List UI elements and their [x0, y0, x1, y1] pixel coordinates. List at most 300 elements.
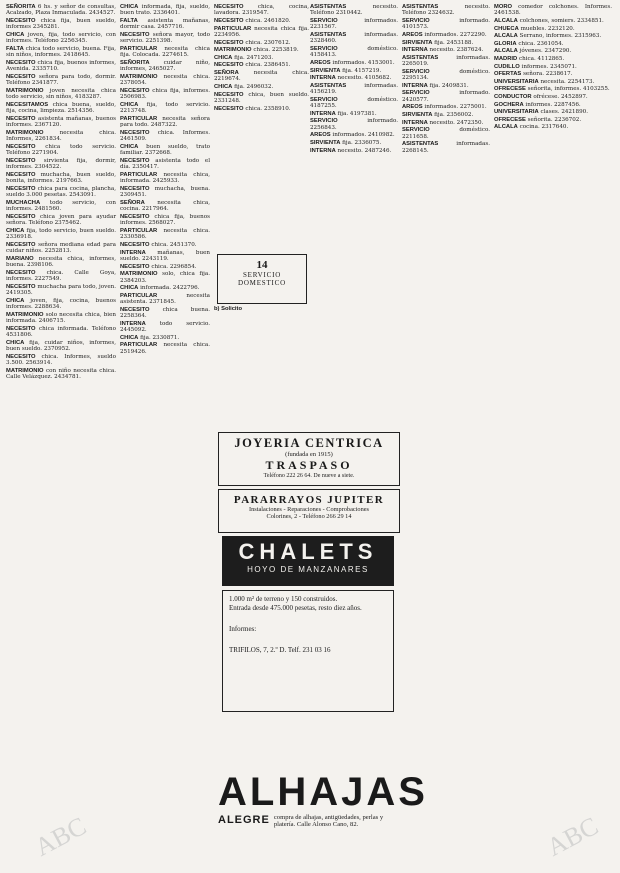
ad-chalets [218, 536, 398, 766]
classified-ad [494, 56, 612, 62]
classified-text: necesito. 2472350. [429, 119, 484, 126]
classified-ad [494, 41, 612, 47]
ad-joyeria-subtitle: (fundada en 1915) [285, 451, 333, 458]
ad-chalets-body [222, 590, 394, 712]
classified-text: chica para cocina, plancha, sueldo 3.000 pesetas. 2543091. [6, 186, 117, 199]
classified-text: chica fija, buenos informes. 2568027. [120, 214, 210, 227]
classified-ad [494, 94, 612, 100]
classified-text: fija. 2330871. [140, 334, 180, 341]
classified-ad [120, 307, 210, 320]
classified-ad [6, 256, 116, 269]
classified-text: muchacha, buena. 2309451. [120, 186, 210, 199]
classified-ad [214, 106, 309, 112]
classified-text: chica. Calle Goya, informes. 2227549. [6, 270, 116, 283]
classified-keyword: SEÑORA [120, 200, 145, 206]
classified-ad [6, 32, 116, 45]
classified-keyword: SEÑORA [214, 69, 239, 76]
classified-ad [6, 144, 116, 157]
classified-ad [120, 271, 210, 284]
classified-ad [402, 18, 490, 31]
classified-ad [402, 141, 490, 154]
classified-ad [120, 32, 210, 45]
classified-text: fija. 2336075. [342, 139, 382, 146]
classified-keyword: NECESITO [120, 214, 150, 220]
classified-ad [402, 40, 490, 46]
classified-text: necesita chica, cocina. 2217964. [120, 200, 210, 213]
section-heading-box [217, 254, 307, 304]
classified-ad [494, 79, 612, 85]
classified-keyword: AREOS [402, 104, 423, 111]
classified-text: 6 hs. y señor de consultas, Acalzado, Plaza Inmaculada. 2434527. [6, 4, 116, 17]
classified-keyword: NECESITO [214, 105, 244, 112]
classified-keyword: NECESITO [6, 116, 36, 122]
classified-text: necesita chica. 2519426. [120, 342, 210, 355]
classified-text: joven, fija, cocina, buenos informes. 2288634. [6, 298, 117, 311]
classified-text: informado. 4101573. [402, 18, 490, 31]
classified-keyword: NECESITO [120, 242, 150, 248]
classified-ad [310, 46, 398, 59]
classified-text: necesita chica fija. Colocada. 2274615. [120, 46, 210, 59]
ad-joyeria-footer: Teléfono 222 26 64. De nueve a siete. [263, 473, 355, 479]
classified-keyword: NECESITO [120, 263, 150, 270]
classified-text: solo, chica fija. 2384203. [120, 271, 210, 284]
classified-ad [494, 33, 612, 39]
classified-text: chica fija, buenos informes, Avenida. 2335710. [6, 60, 116, 73]
classified-text: necesito. Teléfono 2310442. [310, 4, 398, 17]
classified-keyword: SIRVIENTA [310, 67, 341, 74]
classified-keyword: SEÑORITA [120, 60, 150, 66]
classified-keyword: AREOS [310, 132, 331, 139]
classified-ad [120, 214, 210, 227]
classified-text: fija. 2496032. [234, 83, 274, 90]
classified-ad [6, 74, 116, 87]
classified-text: necesita chica, informes, buena. 2398106. [6, 256, 116, 269]
classified-text: chica. 2358910. [245, 105, 291, 112]
classified-ad [402, 55, 490, 68]
classified-keyword: SERVICIO [310, 118, 338, 125]
classified-text: necesita señora para todo. 2487322. [120, 116, 210, 129]
classified-text: doméstico. 4187255. [310, 96, 398, 110]
classified-keyword: GOCHERA [494, 101, 524, 108]
classified-text: doméstico. 4158413. [310, 46, 398, 59]
classified-text: necesita chica. Informes, 2261834. [6, 130, 116, 143]
classified-ad [310, 97, 398, 110]
classified-ad [120, 60, 210, 73]
classified-text: necesita asistenta. 2371845. [120, 292, 210, 306]
section-title-2: DOMESTICO [237, 279, 287, 287]
classified-ad [310, 4, 398, 17]
ad-alhajas-text: compra de alhajas, antigüedades, perlas y platería. Calle Alonso Cano, 82. [273, 814, 384, 829]
classified-ad [120, 130, 210, 143]
classified-text: todo servicio. 2445092. [120, 320, 210, 334]
classified-keyword: CHICA [6, 228, 25, 234]
classified-keyword: CONDUCTOR [494, 93, 532, 100]
classified-keyword: SERVICIO [402, 18, 430, 24]
classified-text: chica. 2307612. [245, 39, 291, 46]
classified-ad [402, 69, 490, 82]
classified-keyword: FALTA [6, 46, 24, 52]
classified-ad [310, 132, 398, 138]
classified-keyword: UNIVERSITARIA [494, 109, 539, 116]
classified-ad [120, 4, 210, 17]
ad-joyeria-title: JOYERIA CENTRICA [234, 436, 384, 450]
classified-keyword: NECESITO [214, 4, 244, 10]
classified-text: informado. 2420577. [402, 90, 490, 103]
classified-ad [310, 140, 398, 146]
classified-text: solo necesita chica, bien informada. 2406715. [6, 312, 116, 325]
classified-keyword: INTERNA [310, 75, 336, 82]
classified-ad [402, 112, 490, 118]
classified-ad [310, 60, 398, 66]
classified-text: necesita chica fija. 2234956. [214, 25, 309, 38]
classified-text: muebles. 2232120. [520, 25, 575, 32]
classified-keyword: MATRIMONIO [120, 271, 158, 278]
classified-text: informadas. 4156219. [310, 82, 398, 96]
classified-text: fija. 2409831. [429, 82, 469, 89]
classified-ad [120, 293, 210, 306]
classified-ad [214, 62, 309, 68]
classified-ad [402, 104, 490, 110]
classified-keyword: INTERNA [120, 249, 146, 256]
classified-keyword: CHUECA [494, 25, 519, 32]
classified-keyword: NECESITO [120, 88, 150, 94]
classified-keyword: MATRIMONIO [120, 74, 158, 80]
classifieds-column-3 [214, 4, 309, 250]
classified-ad [494, 86, 612, 92]
classified-keyword: INTERNA [402, 82, 428, 89]
classified-ad [6, 60, 116, 73]
classified-keyword: MATRIMONIO [6, 312, 44, 318]
classified-text: necesita chica. 2378054. [120, 74, 210, 87]
classified-ad [6, 158, 116, 171]
classified-text: chica buena. 2258364. [120, 306, 211, 320]
classified-keyword: UNIVERSITARIA [494, 78, 539, 85]
classified-ad [310, 18, 398, 31]
ad-chalets-line-1: 1.000 m² de terreno y 150 construidos. [229, 595, 338, 603]
classified-keyword: PARTICULAR [120, 116, 158, 122]
classified-keyword: MARIANO [6, 256, 34, 262]
classified-text: señorita, informes. 4103255. [527, 86, 610, 93]
classified-keyword: INTERNA [310, 147, 336, 154]
classifieds-column-2 [120, 4, 210, 870]
classified-keyword: ASISTENTAS [402, 141, 439, 148]
classified-keyword: NECESITO [6, 326, 36, 332]
classified-ad [214, 92, 309, 105]
classified-ad [120, 242, 210, 248]
classified-text: chica. 2461820. [245, 18, 291, 24]
classified-text: chica fija, buen sueldo, informes 2345281. [6, 18, 116, 31]
ad-chalets-line-3: Informes: [229, 625, 257, 633]
classified-keyword: MATRIMONIO [214, 47, 252, 54]
classified-text: clases. 2421890. [540, 109, 589, 116]
classified-text: doméstico. 2211658. [402, 127, 490, 140]
classified-keyword: SEÑORITA [6, 4, 36, 10]
classified-ad [494, 124, 612, 130]
classified-keyword: INTERNA [402, 119, 428, 126]
section-title-1: SERVICIO [242, 271, 282, 279]
classified-keyword: CHICA [120, 102, 139, 108]
classified-ad [6, 186, 116, 199]
classified-ad [310, 68, 398, 74]
classified-text: señora. 2238617. [523, 71, 573, 78]
classified-ad [310, 111, 398, 117]
classified-keyword: CHICA [120, 144, 139, 150]
watermark-left: ABC [30, 811, 91, 862]
classified-text: chica. 2361054. [518, 40, 564, 47]
classified-ad [494, 48, 612, 54]
classified-keyword: MATRIMONIO [6, 368, 44, 374]
classified-keyword: SERVICIO [402, 90, 430, 97]
classified-keyword: NECESITAMOS [6, 102, 49, 108]
classified-text: señora para todo, dormir. Teléfono 2341877. [6, 74, 116, 87]
classified-ad [494, 18, 612, 24]
classified-keyword: NECESITO [120, 158, 150, 164]
ad-pararrayos-title: PARARRAYOS JUPITER [233, 494, 385, 506]
classified-ad [120, 335, 210, 341]
classified-text: fija. 2471203. [234, 54, 274, 61]
classified-text: necesita chica. 2219674. [214, 69, 309, 83]
classified-text: fija. 2356002. [434, 111, 474, 118]
classified-text: fija, cuidar niños, informes, buen sueldo. 2370952. [6, 340, 116, 353]
classified-text: fija. 4197381. [337, 110, 377, 117]
classified-text: joven necesita chica todo servicio, sin niños, 4183287. [6, 88, 116, 101]
classified-keyword: NECESITO [214, 62, 244, 69]
classified-text: asistenta todo el día. 2350417. [120, 158, 210, 171]
classified-keyword: CHICA [214, 54, 233, 61]
classified-text: chica. 2451370. [151, 242, 197, 248]
classified-ad [310, 75, 398, 81]
classified-text: informes. 2345071. [521, 63, 577, 70]
classified-text: chica. Informes, sueldo 3.500. 2563914. [6, 354, 116, 367]
classified-ad [6, 46, 116, 59]
classified-keyword: NECESITO [120, 130, 150, 136]
classified-keyword: CHICA [120, 334, 139, 341]
classified-keyword: PARTICULAR [214, 25, 252, 32]
classified-text: fija, todo servicio, buen sueldo. 2336918. [6, 228, 116, 241]
classified-text: señorita. 2236702. [527, 116, 582, 123]
classified-ad [214, 18, 309, 24]
classified-ad [120, 250, 210, 263]
classified-ad [6, 340, 116, 353]
classified-ad [120, 18, 210, 31]
classified-keyword: OFRECESE [494, 86, 526, 93]
classified-ad [120, 285, 210, 291]
classified-keyword: MUCHACHA [6, 200, 41, 206]
classified-ad [120, 264, 210, 270]
classified-ad [6, 326, 116, 339]
classified-ad [402, 83, 490, 89]
classified-ad [120, 46, 210, 59]
classified-keyword: SERVICIO [402, 127, 430, 134]
section-subheading: b) Solicito [214, 306, 243, 312]
classified-text: todo servicio, con informes. 2481560. [6, 200, 116, 213]
classified-keyword: SIRVIENTA [402, 39, 433, 46]
classified-keyword: CHICA [120, 4, 139, 10]
classified-text: informados. 2231567. [310, 18, 398, 31]
classified-keyword: NECESITO [214, 39, 244, 46]
classified-text: mañanas, buen sueldo. 2243119. [120, 249, 210, 262]
classified-text: necesito. 4105682. [337, 75, 392, 82]
classified-keyword: PARTICULAR [120, 172, 158, 178]
classified-keyword: NECESITO [6, 74, 36, 80]
ad-chalets-line-4: TRIFILOS, 7, 2.º D. Telf. 231 03 16 [229, 646, 331, 654]
ad-alhajas-title: ALHAJAS [218, 770, 428, 814]
classified-text: informadas. 2328460. [310, 32, 398, 45]
classified-keyword: GLORIA [494, 40, 517, 47]
classified-keyword: AREOS [402, 32, 423, 38]
classified-ad [120, 102, 210, 115]
classified-keyword: MADRID [494, 55, 518, 62]
classified-ad [6, 200, 116, 213]
classified-keyword: NECESITO [6, 242, 36, 248]
classified-ad [6, 354, 116, 367]
classified-text: informados. 2410982. [332, 132, 395, 139]
classified-ad [214, 55, 309, 61]
ad-pararrayos-footer: Colorines, 2 - Teléfono 266 29 14 [266, 513, 352, 520]
classified-text: chica. 2296854. [151, 263, 197, 270]
classified-ad [6, 4, 116, 17]
classified-ad [214, 84, 309, 90]
classified-text: muchacha, buen sueldo, bonita, informes. 2197663. [6, 172, 117, 185]
classified-text: Serrano, informes. 2315963. [519, 33, 602, 40]
classified-text: chica, buen sueldo. 2331248. [214, 91, 310, 104]
classified-keyword: SERVICIO [310, 96, 338, 103]
classified-text: informados. 4153001. [332, 60, 395, 66]
classifieds-column-3b [214, 306, 309, 430]
classified-ad [120, 172, 210, 185]
classifieds-column-5 [402, 4, 490, 870]
ad-chalets-title: CHALETS [238, 539, 378, 564]
classified-ad [310, 148, 398, 154]
classified-text: con niño necesita chica. Calle Velázquez. 2434781. [6, 368, 117, 381]
classified-text: chica buena, sueldo, fija, cocina, limpieza. 2514356. [6, 102, 116, 115]
classified-ad [6, 312, 116, 325]
classified-ad [6, 130, 116, 143]
classified-ad [494, 4, 612, 17]
classified-keyword: OFERTAS [494, 71, 522, 78]
classified-keyword: MORO [494, 4, 513, 10]
classified-keyword: ASISTENTAS [310, 4, 347, 10]
classifieds-column-6 [494, 4, 612, 870]
classified-text: señora mediana edad para cuidar niños. 2252813. [6, 242, 117, 255]
classified-keyword: SERVICIO [402, 68, 430, 75]
classified-ad [6, 116, 116, 129]
classified-keyword: NECESITO [120, 186, 150, 192]
classified-text: informados. 2275001. [424, 104, 487, 111]
ad-joyeria-main: TRASPASO [265, 458, 353, 472]
classified-ad [6, 298, 116, 311]
classified-ad [120, 321, 210, 334]
classified-ad [6, 18, 116, 31]
classified-ad [214, 26, 309, 39]
classified-text: comedor colchones. Informes. 2461538. [494, 4, 613, 17]
classified-keyword: PARTICULAR [120, 342, 158, 349]
classifieds-column-1 [6, 4, 116, 870]
classified-ad [214, 4, 309, 17]
classified-ad [402, 47, 490, 53]
classified-text: informada, fija, sueldo, buen trato. 2336401. [120, 4, 210, 17]
classified-text: chica todo servicio. Teléfono 2271904. [6, 144, 117, 157]
classified-ad [120, 200, 210, 213]
classified-keyword: PARTICULAR [120, 228, 158, 234]
classified-text: chica informada. Teléfono 4531806. [6, 326, 117, 339]
classified-text: necesita chica, informada. 2425933. [120, 172, 210, 185]
classified-text: necesita chica. 2330586. [120, 228, 210, 241]
classified-text: informes. 2287456. [525, 101, 581, 108]
classified-ad [310, 83, 398, 96]
classified-keyword: NECESITO [120, 306, 150, 313]
classified-ad [6, 214, 116, 227]
classified-keyword: INTERNA [402, 47, 428, 54]
classified-ad [310, 118, 398, 131]
newspaper-page [6, 4, 614, 870]
classified-keyword: PARTICULAR [120, 292, 158, 299]
classified-text: chica. Informes. 2461509. [120, 130, 210, 143]
classified-ad [494, 26, 612, 32]
classified-keyword: MATRIMONIO [6, 130, 44, 136]
classified-text: asistenta mañanas, dormir casa. 2457716. [120, 18, 210, 31]
classified-keyword: NECESITO [6, 18, 36, 24]
classified-keyword: CUDILLO [494, 63, 520, 70]
classified-text: jóvenes. 2347290. [519, 48, 572, 55]
classified-ad [494, 102, 612, 108]
ad-pararrayos-jupiter [218, 489, 400, 533]
classified-keyword: FALTA [120, 18, 138, 24]
classified-text: chica, cocina, lavadora. 2319547. [214, 4, 309, 17]
classified-text: necesita. 2254173. [540, 78, 595, 85]
classified-keyword: CHICA [6, 32, 25, 38]
classified-text: necesito. 2487246. [337, 147, 392, 154]
classified-ad [6, 242, 116, 255]
classified-text: asistenta mañanas, buenos informes. 2367120. [6, 116, 116, 129]
classified-text: fija. 4157219. [342, 67, 382, 74]
classified-keyword: ASISTENTAS [402, 54, 439, 61]
classified-text: informadas. 2265019. [402, 54, 490, 68]
classified-keyword: SERVICIO [310, 18, 338, 24]
classified-ad [6, 102, 116, 115]
classified-keyword: AREOS [310, 60, 331, 66]
classified-text: necesito. 2387624. [429, 47, 484, 54]
classified-text: joven, fija, todo servicio, con informes. Teléfono 2256345. [6, 32, 116, 45]
classified-text: chica. 2386451. [245, 62, 291, 69]
classified-text: sirvienta fija, dormir, informes. 2304522. [6, 158, 116, 171]
classified-ad [120, 342, 210, 355]
classified-ad [120, 186, 210, 199]
classified-ad [402, 127, 490, 140]
classified-keyword: NECESITO [6, 60, 36, 66]
classified-keyword: ASISTENTAS [310, 32, 347, 38]
classified-keyword: INTERNA [310, 110, 336, 117]
classified-text: doméstico. 2295134. [402, 68, 490, 82]
classified-keyword: INTERNA [120, 320, 146, 327]
classified-keyword: SIRVIENTA [310, 139, 341, 146]
classified-ad [214, 70, 309, 83]
classified-keyword: NECESITO [6, 186, 36, 192]
classified-text: chica fija, informes. 2506983. [120, 88, 210, 101]
classified-text: fija. 2453188. [434, 39, 474, 46]
classified-keyword: ASISTENTAS [310, 82, 347, 89]
classified-keyword: PARTICULAR [120, 46, 158, 52]
ad-chalets-banner [222, 536, 394, 586]
classified-keyword: ALCALA [494, 124, 518, 131]
ad-chalets-line-2: Entrada desde 475.000 pesetas, resto diez años. [229, 604, 362, 612]
classified-keyword: ALCALA [494, 48, 518, 55]
classified-keyword: NECESITO [214, 91, 244, 98]
classified-text: colchones, somiers. 2334851. [519, 18, 604, 24]
classified-keyword: NECESITO [214, 18, 244, 24]
classified-text: chica todo servicio, buena. Fija, sin niños, informes. 2418645. [6, 46, 116, 59]
classified-text: cocina. 2317640. [519, 124, 569, 131]
